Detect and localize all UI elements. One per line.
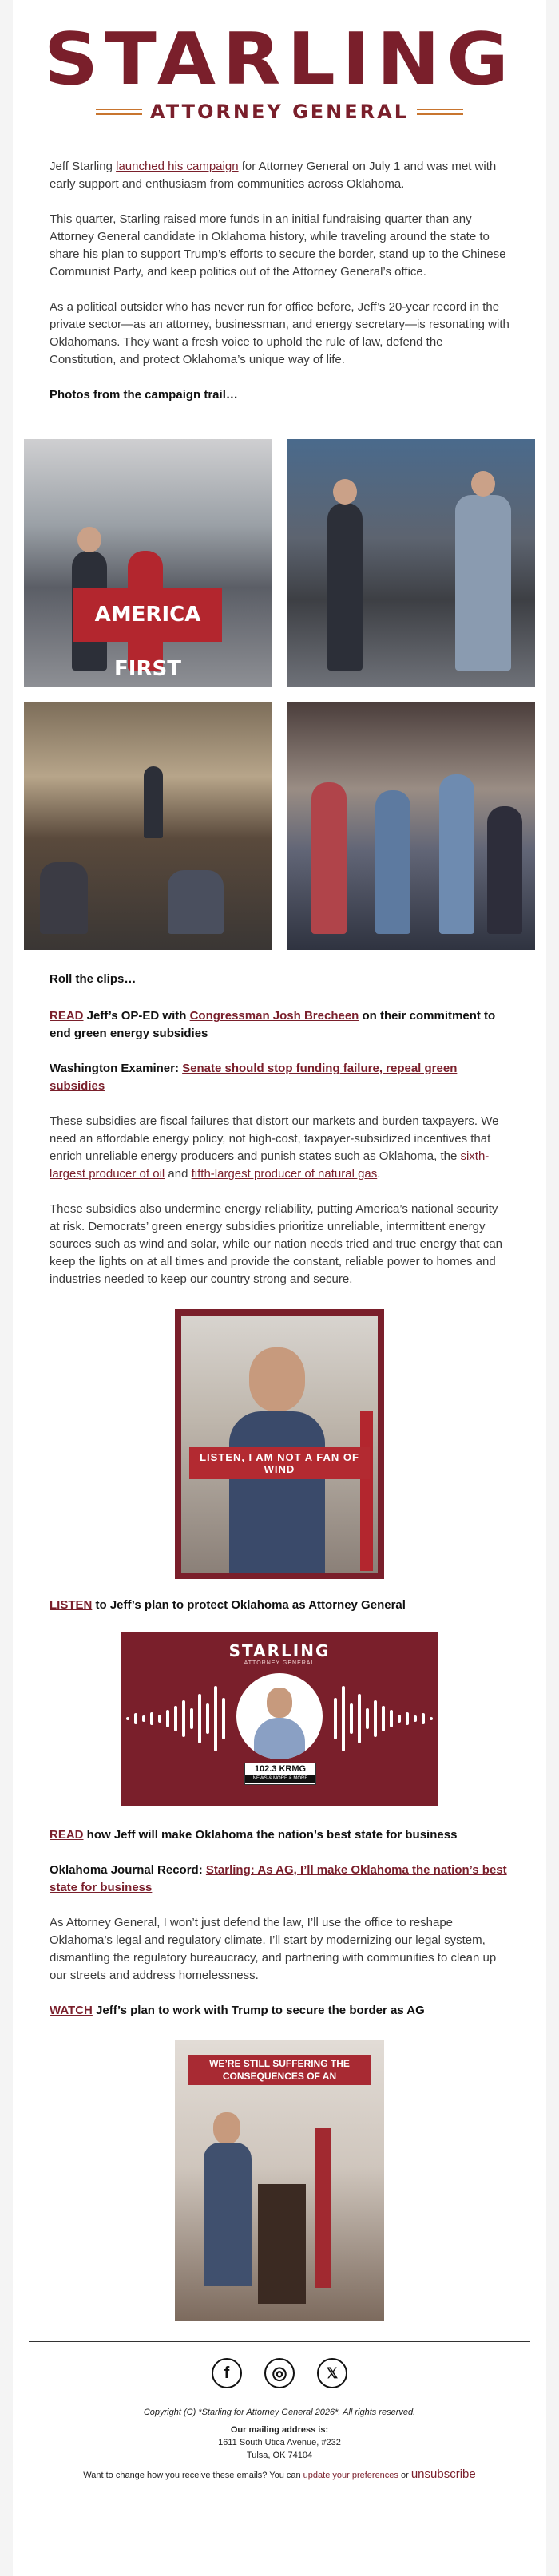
footer [13,2406,546,2482]
op-ed-text: and [165,1167,192,1181]
address-line-1: 1611 South Utica Avenue, #232 [218,2438,341,2447]
photo-audience [168,870,224,934]
read-link[interactable]: READ [50,1009,84,1023]
journal-record-line [50,1862,509,1897]
photo-audience [40,862,88,934]
journal-record-paragraph: As Attorney General, I won’t just defend the law, I’ll use the office to reshape Oklahoma’s legal and regulatory climate. I’ll start by modernizing our legal system, dismantling the regulatory bureaucracy, and partnering with communities to clean up our streets and address homelessness. [50,1916,497,1982]
preferences-line [13,2468,546,2482]
video-flag [360,1411,373,1571]
photo-person [439,774,474,934]
video-frame [181,1316,378,1573]
photo-speaker [144,766,163,838]
logo-rule-right [417,109,463,115]
photo-grid [13,439,546,950]
footer-divider [29,2341,530,2342]
op-ed-paragraph-2: These subsidies also undermine energy reliability, putting America’s national security at risk. Democrats’ green energy subsidies prioritize unreliable, intermittent energy sources such as wind and solar, while our nation needs tried and true energy that can keep the lights on at all times and provide the constant, reliable power to homes and industries needed to keep our country strong and secure. [50,1202,503,1286]
video-podium [258,2184,306,2304]
photo-person-head [333,479,357,505]
audio-portrait [236,1673,323,1759]
radio-station-name: 102.3 KRMG [254,1764,307,1774]
photo-person [455,495,511,671]
launched-campaign-link[interactable]: launched his campaign [116,160,239,173]
video-caption: LISTEN, I AM NOT A FAN OF WIND [189,1447,370,1479]
intro-text: for Attorney General on July 1 and was met with early support and enthusiasm from communities across Oklahoma. [50,160,497,191]
radio-station-badge [244,1763,316,1785]
video-thumbnail-wind[interactable] [175,1309,384,1579]
video-speaker-head [213,2112,240,2144]
watch-line [50,2002,509,2020]
intro-text: Jeff Starling [50,160,117,173]
portrait-head [267,1688,292,1718]
preferences-text: Want to change how you receive these emails? You can [83,2471,303,2480]
preferences-text: or [398,2471,411,2480]
video-speaker-head [249,1347,305,1411]
read-business-line [50,1826,509,1844]
watch-link[interactable]: WATCH [50,2004,93,2017]
op-ed-text: These subsidies are fiscal failures that distort our markets and burden taxpayers. We need an affordable energy policy, not high-cost, taxpayer-subsidized incentives that enrich unreliable energy producers and punish states such as Oklahoma, the [50,1114,499,1163]
natural-gas-link[interactable]: fifth-largest producer of natural gas [191,1167,378,1181]
read-text: on their commitment to end green energy subsidies [50,1009,496,1040]
source-label: Oklahoma Journal Record: [50,1863,206,1877]
photo-person [375,790,410,934]
watch-text: Jeff’s plan to work with Trump to secure the border as AG [92,2004,425,2017]
intro-paragraph-3: As a political outsider who has never run for office before, Jeff’s 20-year record in the private sector—as an attorney, businessman, and energy secretary—is resonating with Oklahomans. They want a fresh voice to uphold the rule of law, defend the Constitution, and protect Oklahoma’s unique way of life. [50,300,509,366]
portrait-body [254,1718,305,1759]
photo-person [487,806,522,934]
op-ed-text: . [377,1167,381,1181]
intro-paragraph-2: This quarter, Starling raised more funds in an initial fundraising quarter than any Attorney General candidate in Oklahoma history, while traveling around the state to share his plan to support Trump’s efforts to secure the border, stand up to the Chinese Communist Party, and keep politics out of the Attorney General’s office. [50,212,506,279]
logo-rule-left [96,109,142,115]
read-text: how Jeff will make Oklahoma the nation’s best state for business [83,1828,458,1842]
clips-heading: Roll the clips… [50,972,137,986]
photos-heading: Photos from the campaign trail… [50,388,238,402]
video-caption: WE’RE STILL SUFFERING THE CONSEQUENCES OF AN [188,2055,371,2085]
facebook-icon[interactable]: f [212,2358,242,2388]
washington-examiner-link[interactable]: Senate should stop funding failure, repeal green subsidies [50,1062,458,1093]
op-ed-paragraph-1 [50,1113,509,1183]
read-link-2[interactable]: READ [50,1828,84,1842]
video-thumbnail-border[interactable] [175,2040,384,2321]
address-line-2: Tulsa, OK 74104 [246,2451,313,2460]
video-speaker-body [229,1411,325,1573]
update-preferences-link[interactable]: update your preferences [303,2471,398,2480]
washington-examiner-line [50,1060,509,1095]
photo-person-head [471,471,495,497]
journal-record-link[interactable]: Starling: As AG, I’ll make Oklahoma the nation’s best state for business [50,1863,507,1894]
instagram-icon[interactable]: ◎ [264,2358,295,2388]
intro-paragraph-1 [50,158,509,193]
logo [13,0,546,123]
read-op-ed-line [50,1007,509,1043]
mailing-label: Our mailing address is: [230,2425,329,2435]
audio-title: STARLING [228,1641,331,1660]
logo-wordmark: STARLING [43,18,516,101]
video-speaker-body [204,2143,252,2286]
campaign-photo-1 [24,439,272,687]
audio-subtitle: ATTORNEY GENERAL [244,1660,315,1666]
photo-person [311,782,347,934]
america-first-banner: AMERICA FIRST [73,588,222,642]
logo-subtitle-text: ATTORNEY GENERAL [149,101,410,123]
campaign-photo-3 [24,702,272,950]
listen-link[interactable]: LISTEN [50,1598,93,1612]
source-label: Washington Examiner: [50,1062,183,1075]
campaign-photo-4 [287,702,535,950]
listen-text: to Jeff’s plan to protect Oklahoma as Attorney General [92,1598,406,1612]
campaign-photo-2 [287,439,535,687]
email-page [13,0,546,2576]
x-twitter-icon[interactable]: 𝕏 [317,2358,347,2388]
video-flag [315,2128,331,2288]
radio-station-tagline: NEWS & MORE & MORE [245,1775,315,1783]
unsubscribe-link[interactable]: unsubscribe [410,2467,476,2481]
read-text: Jeff’s OP-ED with [83,1009,190,1023]
photo-person-head [77,527,101,552]
video-frame [175,2040,384,2321]
congressman-brecheen-link[interactable]: Congressman Josh Brecheen [189,1009,359,1023]
listen-line [50,1597,509,1614]
social-links [13,2358,546,2388]
photo-person [327,503,363,671]
audio-clip-thumbnail[interactable] [121,1632,438,1806]
oil-producer-link[interactable]: sixth-largest producer of oil [50,1150,490,1181]
copyright-text: Copyright (C) *Starling for Attorney General 2026*. All rights reserved. [143,2408,416,2417]
